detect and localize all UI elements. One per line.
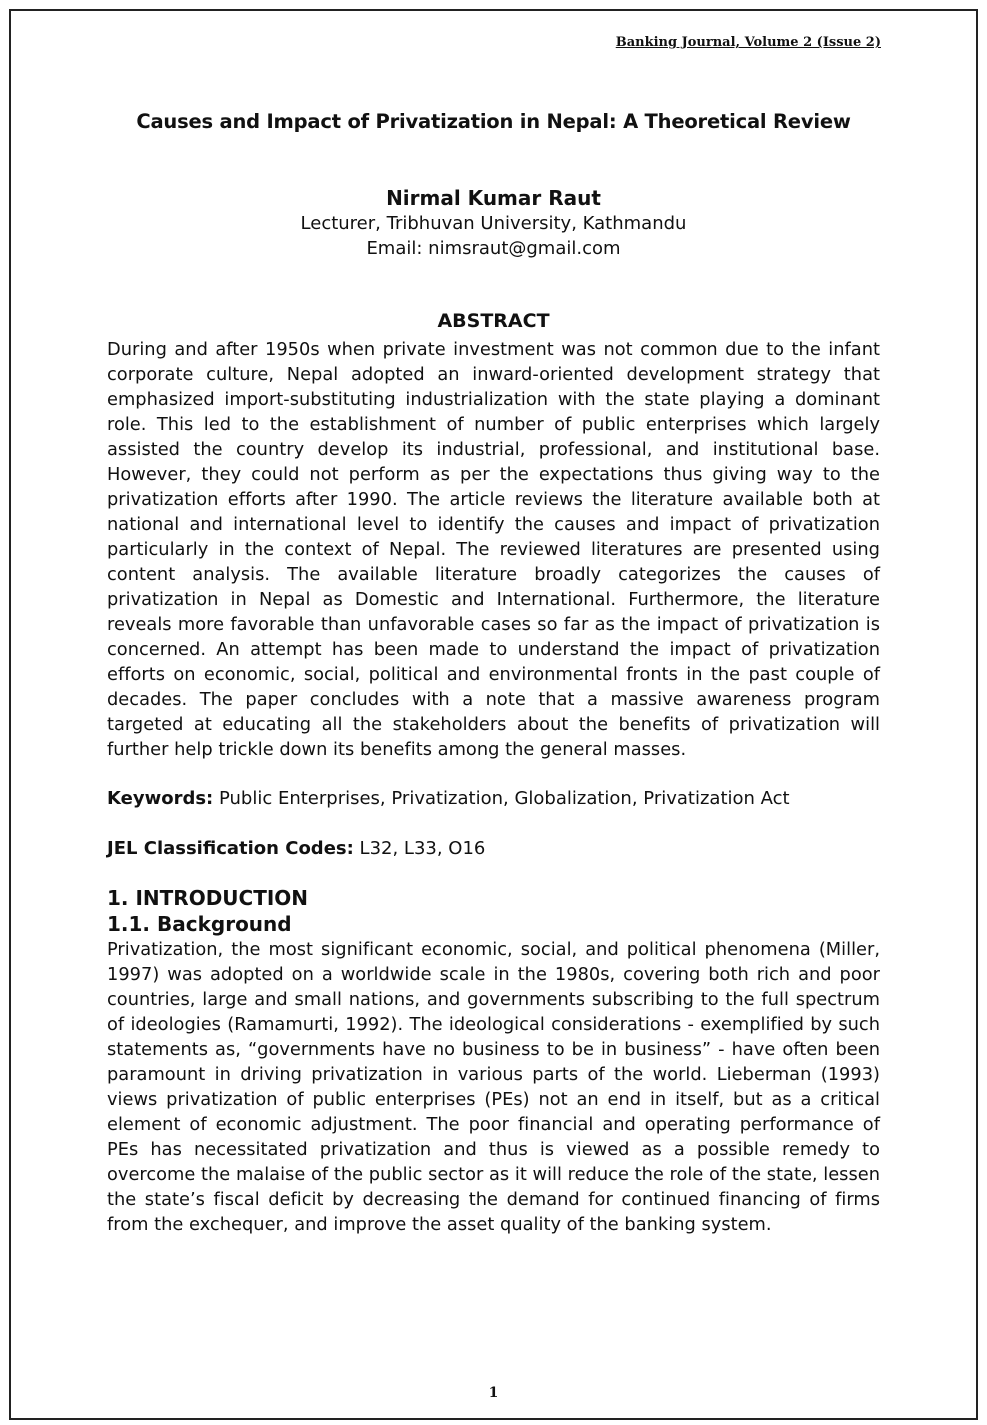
jel-codes-value: L32, L33, O16: [353, 838, 486, 859]
keywords-label: Keywords:: [107, 788, 214, 809]
author-block: [0, 185, 987, 261]
page-number: 1: [488, 1385, 499, 1401]
running-header: Banking Journal, Volume 2 (Issue 2): [615, 35, 881, 50]
subsection-heading-background: 1.1. Background: [107, 912, 292, 936]
author-email: Email: nimsraut@gmail.com: [366, 238, 621, 259]
jel-codes-line: [107, 836, 485, 861]
author-affiliation: Lecturer, Tribhuvan University, Kathmandu: [300, 213, 687, 234]
author-name: Nirmal Kumar Raut: [386, 186, 601, 210]
keywords-value: Public Enterprises, Privatization, Globalization, Privatization Act: [213, 788, 790, 809]
introduction-text: Privatization, the most significant economic, social, and political phenomena (Miller, 1997) was adopted on a worldwide scale in the 1980s, covering both rich and poor countries, large and small nations, and governments subscribing to the full spectrum of ideologies (Ramamurti, 1992). The ideological considerations - exemplified by such statements as, “governments have no business to be in business” - have often been paramount in driving privatization in various parts of the world. Lieberman (1993) views privatization of public enterprises (PEs) not an end in itself, but as a critical element of economic adjustment. The poor financial and operating performance of PEs has necessitated privatization and thus is viewed as a possible remedy to overcome the malaise of the public sector as it will reduce the role of the state, lessen the state’s fiscal deficit by decreasing the demand for continued financing of firms from the exchequer, and improve the asset quality of the banking system.: [107, 939, 880, 1235]
section-heading-introduction: 1. INTRODUCTION: [107, 886, 309, 910]
paper-title: Causes and Impact of Privatization in Nepal: A Theoretical Review: [136, 110, 851, 133]
abstract-text: During and after 1950s when private investment was not common due to the infant corporate culture, Nepal adopted an inward-oriented development strategy that emphasized import-substituting industrialization with the state playing a dominant role. This led to the establishment of number of public enterprises which largely assisted the country develop its industrial, professional, and institutional base. However, they could not perform as per the expectations thus giving way to the privatization efforts after 1990. The article reviews the literature available both at national and international level to identify the causes and impact of privatization particularly in the context of Nepal. The reviewed literatures are presented using content analysis. The available literature broadly categorizes the causes of privatization in Nepal as Domestic and International. Furthermore, the literature reveals more favorable than unfavorable cases so far as the impact of privatization is concerned. An attempt has been made to understand the impact of privatization efforts on economic, social, political and environmental fronts in the past couple of decades. The paper concludes with a note that a massive awareness program targeted at educating all the stakeholders about the benefits of privatization will further help trickle down its benefits among the general masses.: [107, 339, 880, 760]
keywords-line: [107, 786, 790, 811]
jel-codes-label: JEL Classification Codes:: [107, 838, 354, 859]
abstract-heading: ABSTRACT: [437, 310, 550, 332]
